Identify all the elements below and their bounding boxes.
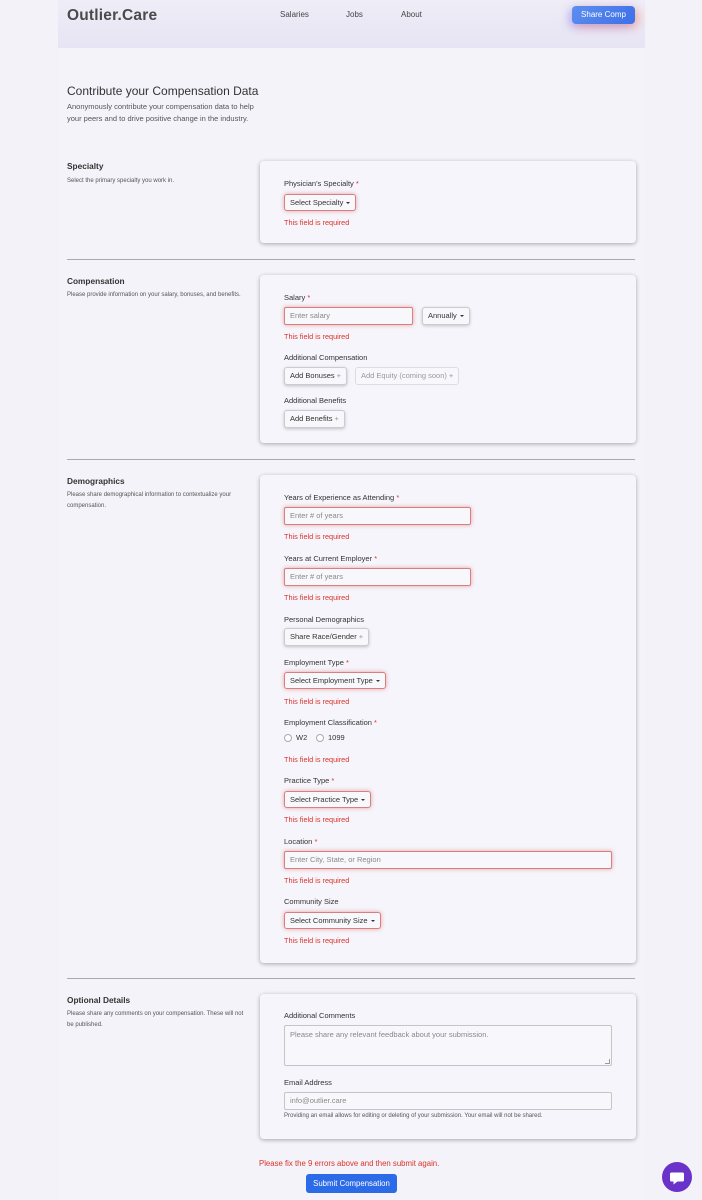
chat-icon — [662, 1162, 692, 1192]
compensation-card — [260, 275, 636, 443]
section-divider — [67, 459, 635, 460]
years-employer-input[interactable]: Enter # of years — [284, 568, 471, 586]
plus-icon: + — [336, 371, 342, 380]
salary-period-dropdown[interactable]: Annually — [422, 307, 470, 325]
community-size-dropdown[interactable]: Select Community Size — [284, 912, 381, 929]
employment-type-label: Employment Type * — [284, 658, 349, 667]
page-intro: Anonymously contribute your compensation data to help your peers and to drive positive change in the industry. — [67, 102, 254, 123]
radio-w2[interactable] — [284, 734, 292, 742]
add-benefits-button[interactable]: Add Benefits + — [284, 410, 345, 428]
location-label: Location * — [284, 837, 318, 846]
years-employer-error: This field is required — [284, 593, 350, 602]
chevron-down-icon — [361, 799, 365, 801]
specialty-card — [260, 161, 636, 243]
years-attending-error: This field is required — [284, 532, 350, 541]
plus-icon: + — [358, 632, 364, 641]
optional-card — [260, 994, 636, 1139]
nav-about[interactable]: About — [401, 10, 422, 19]
email-label: Email Address — [284, 1078, 332, 1087]
share-comp-button[interactable]: Share Comp — [572, 6, 635, 24]
years-attending-input[interactable]: Enter # of years — [284, 507, 471, 525]
personal-demographics-label: Personal Demographics — [284, 615, 365, 624]
specialty-section-description: Select the primary specialty you work in. — [67, 178, 175, 184]
employment-classification-error: This field is required — [284, 755, 350, 764]
chat-widget-button[interactable] — [662, 1162, 692, 1192]
compensation-section-description: Please provide information on your salary, bonuses, and benefits. — [67, 292, 241, 298]
additional-benefits-label: Additional Benefits — [284, 396, 347, 405]
chevron-down-icon — [371, 920, 375, 922]
compensation-section-title: Compensation — [67, 276, 125, 286]
specialty-error: This field is required — [284, 218, 350, 227]
salary-error: This field is required — [284, 332, 350, 341]
location-error: This field is required — [284, 876, 350, 885]
comments-label: Additional Comments — [284, 1011, 356, 1020]
add-equity-button[interactable]: Add Equity (coming soon) + — [355, 367, 459, 385]
top-navbar — [58, 0, 645, 48]
employment-type-dropdown[interactable]: Select Employment Type — [284, 672, 386, 689]
employment-classification-label: Employment Classification * — [284, 718, 377, 727]
optional-section-description: Please share any comments on your compensation. These will not be published. — [67, 1011, 244, 1028]
salary-input[interactable]: Enter salary — [284, 307, 413, 325]
specialty-label: Physician's Specialty * — [284, 179, 359, 188]
plus-icon: + — [448, 371, 454, 380]
radio-w2-label: W2 — [296, 733, 308, 742]
chevron-down-icon — [346, 202, 350, 204]
employment-type-error: This field is required — [284, 697, 350, 706]
radio-1099[interactable] — [316, 734, 324, 742]
comments-textarea[interactable]: Please share any relevant feedback about your submission. — [284, 1025, 612, 1066]
page-title: Contribute your Compensation Data — [67, 84, 259, 98]
optional-section-title: Optional Details — [67, 995, 131, 1005]
logo[interactable]: Outlier.Care — [67, 7, 158, 24]
email-input[interactable]: info@outlier.care — [284, 1092, 612, 1110]
submit-compensation-button[interactable]: Submit Compensation — [306, 1174, 397, 1193]
years-employer-label: Years at Current Employer * — [284, 554, 378, 563]
additional-compensation-label: Additional Compensation — [284, 353, 368, 362]
section-divider — [67, 978, 635, 979]
location-input[interactable]: Enter City, State, or Region — [284, 851, 612, 869]
radio-1099-label: 1099 — [328, 733, 345, 742]
community-size-label: Community Size — [284, 897, 339, 906]
chevron-down-icon — [376, 680, 380, 682]
section-divider — [67, 259, 635, 260]
practice-type-dropdown[interactable]: Select Practice Type — [284, 791, 371, 808]
add-bonuses-button[interactable]: Add Bonuses + — [284, 367, 347, 385]
community-size-error: This field is required — [284, 936, 350, 945]
specialty-dropdown[interactable]: Select Specialty — [284, 194, 356, 211]
nav-jobs[interactable]: Jobs — [346, 10, 363, 19]
chevron-down-icon — [460, 315, 464, 317]
share-race-gender-button[interactable]: Share Race/Gender + — [284, 628, 369, 646]
resize-handle-icon[interactable] — [605, 1059, 610, 1064]
demographics-section-title: Demographics — [67, 476, 125, 486]
email-hint: Providing an email allows for editing or deleting of your submission. Your email will not be shared. — [284, 1113, 543, 1119]
years-attending-label: Years of Experience as Attending * — [284, 493, 400, 502]
practice-type-error: This field is required — [284, 815, 350, 824]
practice-type-label: Practice Type * — [284, 776, 335, 785]
demographics-section-description: Please share demographical information to contextualize your compensation. — [67, 492, 232, 509]
specialty-section-title: Specialty — [67, 161, 104, 171]
form-error-message: Please fix the 9 errors above and then submit again. — [259, 1159, 440, 1168]
salary-label: Salary * — [284, 293, 311, 302]
demographics-card — [260, 475, 636, 963]
nav-salaries[interactable]: Salaries — [280, 10, 309, 19]
plus-icon: + — [334, 414, 339, 423]
